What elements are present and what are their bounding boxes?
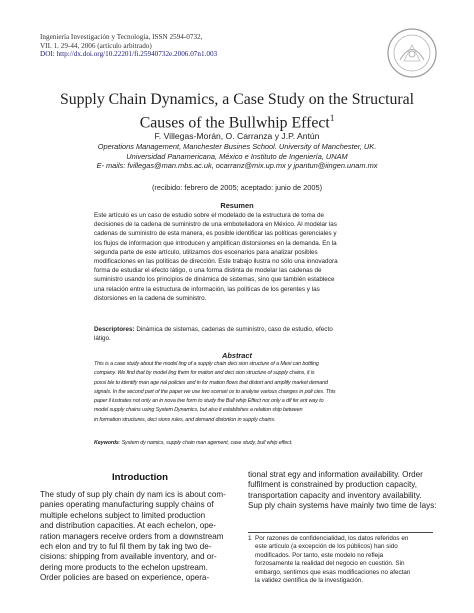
paper-title [30, 90, 444, 132]
title-line-2-text: Causes of the Bullwhip Effect [139, 114, 330, 132]
resumen-line: decisiones de la cadena de suministro de una embotelladora en México. Al modelar las [94, 221, 337, 229]
title-line-1: Supply Chain Dynamics, a Case Study on the Structural [59, 91, 415, 108]
resumen-heading: Resumen [220, 201, 254, 210]
intro-line: ech elon and try to ful fil them by tak ing two de- [40, 542, 212, 552]
authors: F. Villegas-Morán, O. Carranza y J.P. Antún [154, 131, 320, 141]
doi-link[interactable]: DOI: http://dx.doi.org/10.22201/fi.25940732e.2006.07n1.003 [40, 50, 218, 59]
introduction-right-column [248, 470, 439, 512]
intro-line: cisions: shipping from available inventory, and or- [40, 552, 217, 562]
resumen-line: suministro usando los principios de dinámica de sistemas, sino que también establece [94, 276, 335, 284]
abstract-line: paper il lustrates not only an in nova tive form to study the Bull whip Effect nor only a dif fer ent way to [94, 398, 324, 404]
introduction-heading: Introduction [112, 472, 168, 483]
footnote [248, 535, 438, 585]
abstract-line: possi ble to identify man age rial policies and in for mation flows that distort and amplify market demand [94, 379, 328, 386]
footnote-line-1 [248, 535, 438, 543]
resumen-line: los flujos de informacion que introducen y amplifican distorsiones en la demanda. En la [94, 239, 337, 247]
intro-line: The study of sup ply chain dy nam ics is about com- [40, 490, 226, 499]
affiliation-1: Operations Management, Manchester Busines School. University of Manchester, UK. [97, 142, 377, 151]
footnote-mark: 1 [248, 535, 252, 542]
introduction-left-column [40, 490, 231, 584]
descriptores-line-1 [94, 325, 382, 334]
footnote-line: modificados. Por tanto, este modelo no refleja [255, 551, 384, 559]
abstract-line: model supply chains using System Dynamics, but also it establishes a relation ship between [94, 407, 303, 414]
title-line-2 [30, 109, 444, 132]
unam-seal-icon [386, 27, 438, 79]
footnote-text: Por razones de confidencialidad, los datos referidos en [255, 535, 409, 542]
intro-line: and distribution capacities. At each echelon, ope- [40, 521, 216, 531]
footnote-divider [248, 532, 433, 533]
resumen-line: una relación entre la estructura de información, las políticas de los gerentes y las [94, 285, 320, 293]
intro-line: Sup ply chain systems have mainly two time de lays: [248, 501, 437, 511]
keywords-label: Keywords [94, 440, 119, 446]
resumen-line: segunda parte de este artículo, utilizamos dos escenarios para analizar posibles [94, 248, 318, 256]
keywords [94, 439, 382, 448]
abstract-line: signals. In the second part of the paper we use two scenari os to analyse various changes in poli cies. This [94, 388, 336, 395]
descriptores-line-2: látigo. [94, 335, 111, 343]
footnote-line: forzosamente la realidad del negocio en cuestión. Sin [255, 560, 405, 568]
resumen-line: distorsiones en la cadena de suministro. [94, 294, 207, 302]
keywords-text: : System dy namics, supply chain man agement, case study, bull whip effect. [118, 440, 293, 446]
abstract-heading: Abstract [222, 351, 252, 360]
journal-line-1: Ingeniería Investigación y Tecnología, ISSN 2594-0732, [40, 33, 203, 41]
resumen-line: forma de estudiar el efecto látigo, o una forma distinta de modelar las cadenas de [94, 267, 322, 275]
affiliation-2: Universidad Panamericana, México e Instituto de Ingeniería, UNAM [126, 151, 348, 161]
intro-line: panies operating manufacturing supply chains of [40, 500, 214, 510]
footnote-line: la validez científica de la investigación. [255, 577, 364, 585]
resumen-line: cadenas de suministro de esta manera, es posible identificar las políticas gerenciales y [94, 230, 337, 238]
descriptores-label: Descriptores: [94, 326, 135, 333]
journal-header [40, 33, 340, 59]
abstract-line: in formation structures, deci sions rules, and demand distortion in supply chains. [94, 416, 276, 423]
intro-line: multiple echelons subject to limited production [40, 510, 206, 520]
abstract-body [94, 360, 382, 425]
intro-line: dering more products to the echelon upstream. [40, 562, 208, 572]
resumen-body [94, 211, 382, 303]
journal-line-2: VII. 1. 29-44, 2006 (artículo arbitrado) [40, 41, 152, 50]
abstract-line: company. We find that by model ling them for mation and deci sion structure of supply chains, it is [94, 370, 315, 377]
intro-line: ration managers receive orders from a downstream [40, 531, 224, 541]
title-footnote-mark: 1 [329, 113, 335, 123]
intro-line: tional strat egy and information availability. Order [248, 470, 423, 479]
affiliations [30, 142, 444, 171]
received-accepted-dates: (recibido: febrero de 2005; aceptado: junio de 2005) [151, 183, 323, 192]
descriptores [94, 325, 382, 343]
footnote-line: este artículo (a excepción de los públicos) han sido [255, 543, 398, 551]
affiliation-emails: E- mails: fvillegas@man.mbs.ac.uk, ocarranz@mix.up.mx y jpantun@iingen.unam.mx [96, 161, 378, 171]
footnote-line: embargo, sentimos que esas modificaciones no afectan [255, 568, 411, 576]
intro-line: transportation capacity and inventory availability. [248, 490, 422, 500]
resumen-line: modificaciones en las políticas de dirección. Este trabajo ilustra no sólo una innovadora [94, 258, 338, 266]
resumen-line: Este artículo es un caso de estudio sobre el modelado de la estructura de toma de [94, 212, 324, 219]
descriptores-text: Dinámica de sistemas, cadenas de suministro, caso de estudio, efecto [134, 326, 333, 333]
intro-line: fulfilment is constrained by production capacity, [248, 480, 418, 490]
intro-line: Order policies are based on experience, opera- [40, 573, 210, 583]
abstract-line: This is a case study about the model ling of a supply chain deci sion structure of a Mexi can bottling [94, 361, 319, 367]
